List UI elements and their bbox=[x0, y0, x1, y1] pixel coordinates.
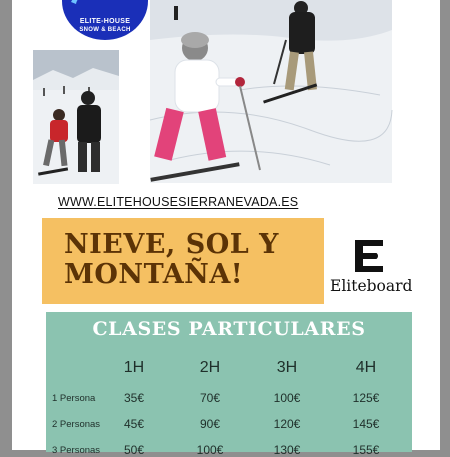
price-cell: 90€ bbox=[199, 417, 221, 431]
website-link[interactable]: WWW.ELITEHOUSESIERRANEVADA.ES bbox=[58, 195, 299, 209]
price-cell: 155€ bbox=[352, 443, 380, 457]
price-cell: 100€ bbox=[196, 443, 224, 457]
row-label: 1 Persona bbox=[52, 393, 96, 404]
price-table bbox=[46, 312, 412, 457]
headline-line2: MONTAÑA! bbox=[64, 259, 244, 290]
price-cell: 35€ bbox=[123, 391, 145, 405]
column-header: 1H bbox=[123, 359, 145, 376]
row-label: 2 Personas bbox=[52, 419, 101, 430]
price-cell: 45€ bbox=[123, 417, 145, 431]
price-cell: 100€ bbox=[273, 391, 301, 405]
wave-icon bbox=[70, 0, 84, 6]
price-cell: 50€ bbox=[123, 443, 145, 457]
logo-line2: SNOW & BEACH bbox=[79, 27, 131, 33]
price-cell: 125€ bbox=[352, 391, 380, 405]
row-label: 3 Personas bbox=[52, 445, 101, 456]
ski-lesson-photo-large bbox=[150, 0, 392, 183]
eliteboard-logo-icon bbox=[349, 236, 389, 276]
column-header: 3H bbox=[276, 359, 298, 376]
ad-flyer bbox=[12, 0, 440, 457]
price-cell: 145€ bbox=[352, 417, 380, 431]
price-cell: 70€ bbox=[199, 391, 221, 405]
price-cell: 120€ bbox=[273, 417, 301, 431]
elite-house-logo bbox=[62, 0, 148, 40]
price-table-title: CLASES PARTICULARES bbox=[92, 318, 366, 340]
column-header: 4H bbox=[355, 359, 377, 376]
headline bbox=[64, 230, 279, 290]
logo-line1: ELITE-HOUSE bbox=[79, 18, 131, 25]
ski-lesson-photo-small bbox=[33, 50, 119, 184]
price-cell: 130€ bbox=[273, 443, 301, 457]
brand-name: Eliteboard bbox=[330, 277, 413, 295]
column-header: 2H bbox=[199, 359, 221, 376]
headline-box bbox=[42, 218, 324, 304]
headline-line1: NIEVE, SOL Y bbox=[64, 229, 279, 260]
